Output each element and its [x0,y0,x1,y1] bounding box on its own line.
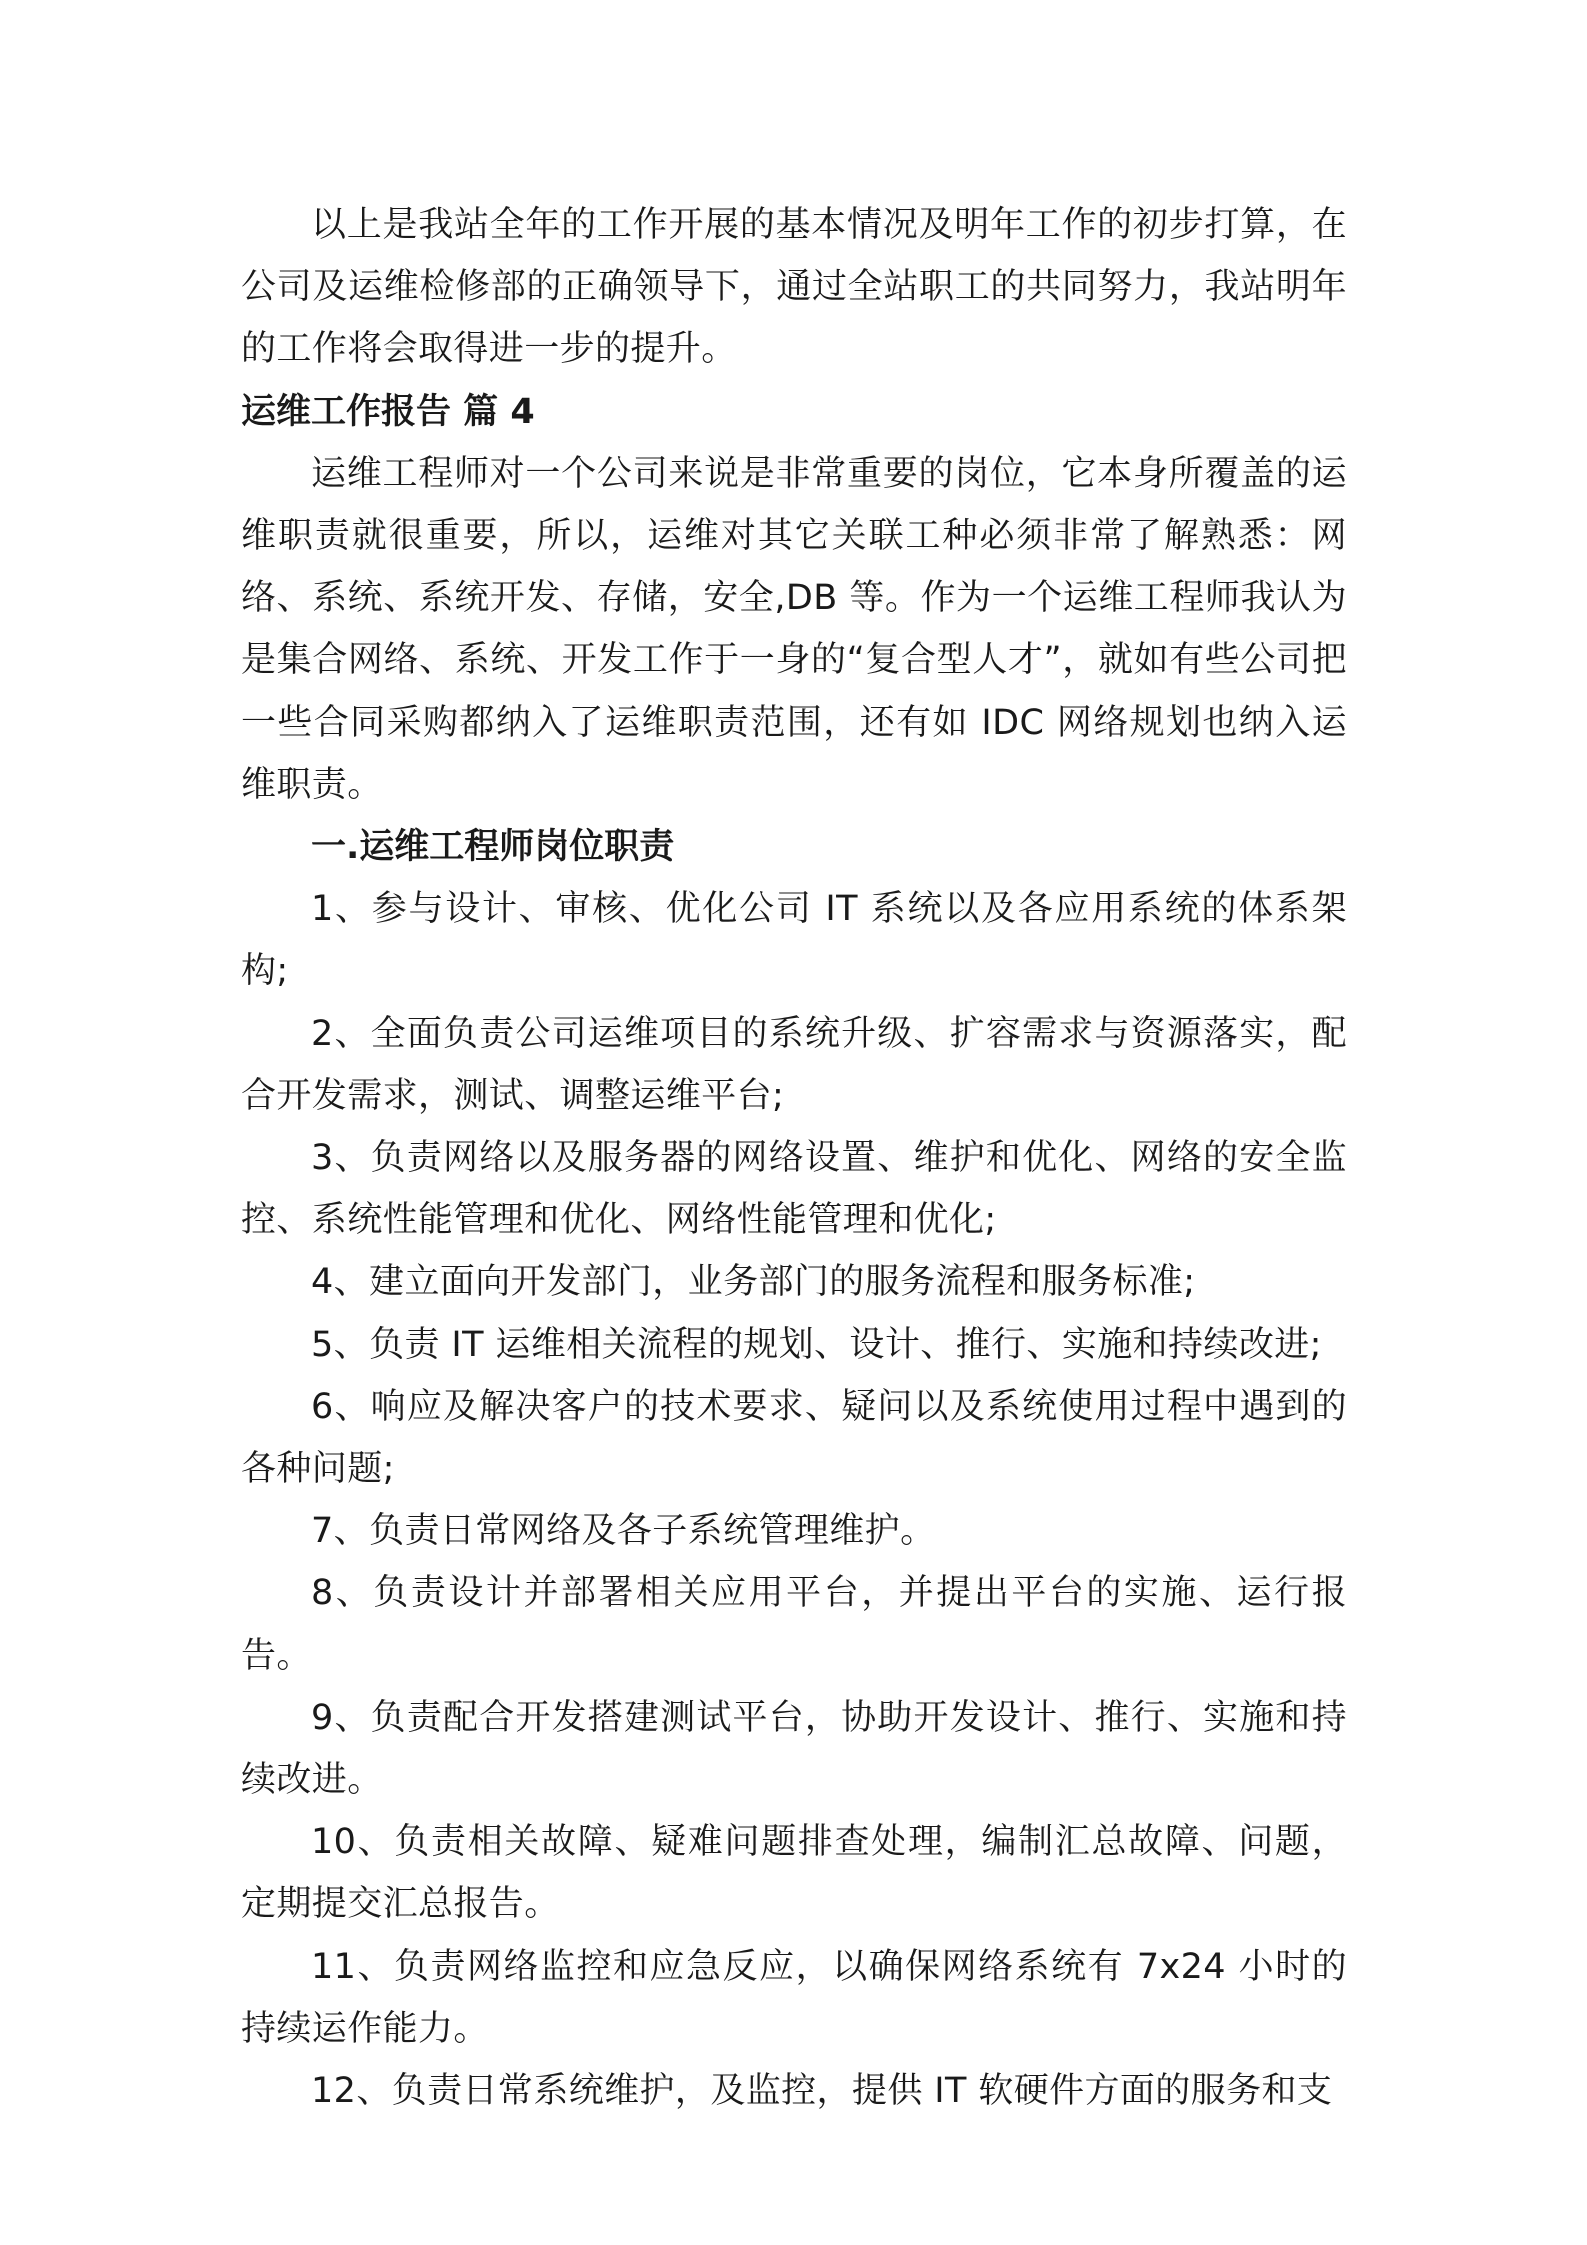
duty-item: 10、负责相关故障、疑难问题排查处理，编制汇总故障、问题，定期提交汇总报告。 [241,1822,1347,1925]
duty-item: 6、响应及解决客户的技术要求、疑问以及系统使用过程中遇到的各种问题; [241,1386,1347,1490]
duty-item: 7、负责日常网络及各子系统管理维护。 [311,1511,936,1552]
duty-item: 3、负责网络以及服务器的网络设置、维护和优化、网络的安全监控、系统性能管理和优化、网络性能管理和优化; [241,1138,1347,1241]
document-page [241,194,1347,2122]
duty-item: 1、参与设计、审核、优化公司 IT 系统以及各应用系统的体系架构; [241,889,1347,992]
subheading-duties: 一.运维工程师岗位职责 [311,827,675,868]
duty-item: 2、全面负责公司运维项目的系统升级、扩容需求与资源落实，配合开发需求，测试、调整运维平台; [241,1013,1347,1116]
duty-item: 12、负责日常系统维护，及监控，提供 IT 软硬件方面的服务和支 [311,2071,1333,2112]
duty-item: 5、负责 IT 运维相关流程的规划、设计、推行、实施和持续改进; [311,1324,1322,1365]
section-title: 运维工作报告 篇 4 [241,391,535,432]
duty-item: 9、负责配合开发搭建测试平台，协助开发设计、推行、实施和持续改进。 [241,1697,1347,1801]
intro-paragraph: 运维工程师对一个公司来说是非常重要的岗位，它本身所覆盖的运维职责就很重要，所以，运维对其它关联工种必须非常了解熟悉：网络、系统、系统开发、存储，安全,DB 等。作为一个运维工程师我认为是集合网络、系统、开发工作于一身的“复合型人才”，就如有些公司把一些合同采购都纳入了运维职责范围，还有如 IDC 网络规划也纳入运维职责。 [241,453,1347,805]
duty-item: 4、建立面向开发部门，业务部门的服务流程和服务标准; [311,1262,1196,1303]
closing-paragraph: 以上是我站全年的工作开展的基本情况及明年工作的初步打算，在公司及运维检修部的正确领导下，通过全站职工的共同努力，我站明年的工作将会取得进一步的提升。 [241,205,1347,370]
duty-item: 8、负责设计并部署相关应用平台，并提出平台的实施、运行报告。 [241,1573,1347,1676]
duty-item: 11、负责网络监控和应急反应，以确保网络系统有 7x24 小时的持续运作能力。 [241,1946,1347,2049]
